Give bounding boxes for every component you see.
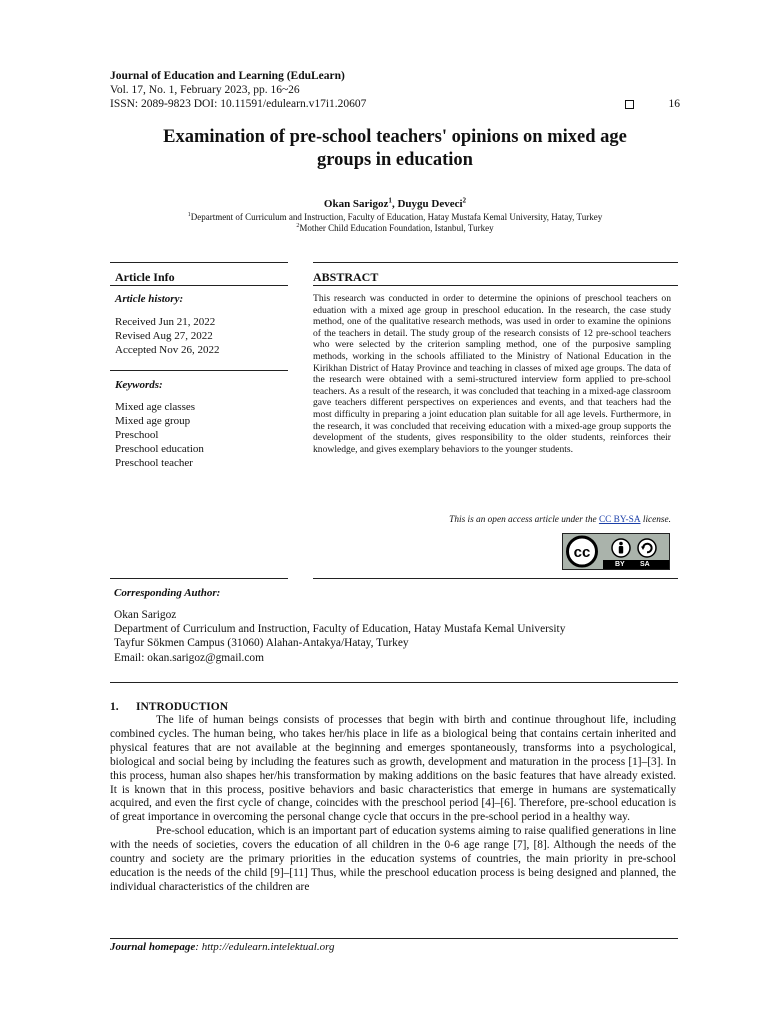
affiliations (110, 212, 680, 234)
keyword-item: Mixed age classes (115, 401, 196, 413)
article-history-dates (115, 315, 219, 357)
keyword-item: Mixed age group (115, 415, 191, 427)
affiliation-1 (110, 212, 680, 223)
cc-by-sa-link[interactable]: CC BY-SA (598, 515, 641, 525)
keyword-item: Preschool education (115, 443, 204, 455)
homepage-colon: : (195, 941, 202, 953)
corresponding-name: Okan Sarigoz (114, 609, 177, 621)
svg-text:cc: cc (573, 544, 591, 561)
title-line-2: groups in education (317, 150, 473, 170)
footer-rule (110, 938, 678, 939)
journal-homepage-footer (110, 941, 334, 953)
affiliation-1-mark: 1 (187, 212, 191, 218)
history-divider-rule (110, 370, 288, 371)
author-1-affil-mark: 1 (388, 196, 392, 205)
corresponding-bottom-rule (110, 682, 678, 683)
issn-doi: ISSN: 2089-9823 DOI: 10.11591/edulearn.v17i1.20607 (110, 98, 367, 110)
running-header (110, 69, 680, 111)
badge-by-label: BY (615, 561, 625, 568)
volume-info: Vol. 17, No. 1, February 2023, pp. 16~26 (110, 84, 300, 96)
abstract-top-rule (313, 262, 678, 263)
author-1: Okan Sarigoz (323, 198, 389, 210)
license-statement (313, 515, 671, 525)
article-info-bottom-rule (110, 578, 288, 579)
article-title (110, 126, 680, 172)
affiliation-2-text: Mother Child Education Foundation, Istanbul, Turkey (299, 223, 494, 233)
issn-row (110, 97, 680, 111)
keywords-list (115, 400, 204, 470)
page-number: 16 (668, 98, 680, 110)
abstract-text: This research was conducted in order to determine the opinions of preschool teachers on eduation with a mixed age group in preschool education. In the research, the case study method, one of the qualitative research methods, was used in order to examine the opinions of the teachers in detail. The study group of the research consists of 12 pre-school teachers who were selected by the criterion sampling method, one of the purposive sampling methods, working in the schools affiliated to the Ministry of National Education in the Kirikhan District of Hatay Province and teaching in classes of mixed age groups. The data of the research were obtained with a semi-structured interview form applied to pre-school teachers. As a result of the research, it was concluded that teaching in a mixed-age classroom gave teachers different perspectives on experiences and events, and that teachers had the most difficulty in preparing a joint education plan suitable for all age levels. Furthermore, in the research, it was concluded that receiving education with a mixed-age group supports the development of the students, gives responsibility to the older students, reinforces their knowledge, and gives exemplary behaviors to the younger students. (313, 293, 671, 455)
cc-by-sa-badge[interactable] (562, 533, 670, 570)
affiliation-1-text: Department of Curriculum and Instruction, Faculty of Education, Hatay Mustafa Kemal University, Hatay, Turkey (190, 212, 603, 222)
abstract-bottom-rule (313, 578, 678, 579)
author-2: Duygu Deveci (397, 198, 463, 210)
section-heading-introduction (110, 701, 228, 713)
corresponding-department: Department of Curriculum and Instruction, Faculty of Education, Hatay Mustafa Kemal University (114, 623, 566, 636)
introduction-paragraph-2: Pre-school education, which is an important part of education systems aiming to raise qualified generations in line with the needs of societies, covers the education of all children in the 0-6 age range [7], [8]. Although the needs of the country and society are the primary priorities in the education systems of countries, the main priority in pre-school education is the needs of the child [9]–[11] Thus, while the preschool education process is being designed and planned, the individual characteristics of the children are (110, 825, 676, 893)
corresponding-email[interactable]: Email: okan.sarigoz@gmail.com (114, 651, 264, 664)
homepage-url[interactable]: http://edulearn.intelektual.org (201, 941, 335, 953)
received-date: Received Jun 21, 2022 (115, 316, 216, 328)
keyword-item: Preschool teacher (115, 457, 193, 469)
section-title: INTRODUCTION (136, 701, 229, 713)
square-bullet-icon (625, 100, 634, 109)
affiliation-2 (110, 223, 680, 234)
author-2-affil-mark: 2 (462, 196, 467, 205)
author-list (110, 198, 680, 210)
introduction-body (110, 714, 676, 895)
article-info-heading: Article Info (115, 270, 175, 284)
affiliation-2-mark: 2 (296, 223, 300, 229)
article-info-heading-rule (110, 285, 288, 286)
revised-date: Revised Aug 27, 2022 (115, 330, 213, 342)
title-line-1: Examination of pre-school teachers' opinions on mixed age (163, 127, 627, 147)
article-history-label: Article history: (115, 293, 184, 305)
badge-sa-label: SA (640, 561, 650, 568)
article-info-top-rule (110, 262, 288, 263)
section-number: 1. (110, 701, 119, 713)
abstract-heading-rule (313, 285, 678, 286)
accepted-date: Accepted Nov 26, 2022 (115, 344, 220, 356)
keywords-label: Keywords: (115, 379, 163, 391)
corresponding-author-label: Corresponding Author: (114, 587, 221, 599)
corresponding-address: Tayfur Sökmen Campus (31060) Alahan-Antakya/Hatay, Turkey (114, 637, 409, 650)
journal-name: Journal of Education and Learning (EduLearn) (110, 70, 345, 82)
keyword-item: Preschool (115, 429, 159, 441)
license-prefix: This is an open access article under the (449, 515, 599, 525)
abstract-heading: ABSTRACT (313, 270, 379, 284)
introduction-paragraph-1: The life of human beings consists of processes that begin with birth and continue throughout life, including combined cycles. The human being, who takes her/his place in life as a biological being that contains certain inherited and physical features that are not available at the beginning and emerges spontaneously, transforms into a psychological, biological and social being by including the features such as growth, development and maturation in the process [1]–[3]. In this process, human also shapes her/his transformation by making additions on the basic features that have already existed. It is known that in this process, positive behaviors and basic characteristics that emerge in humans are systematically acquired, and even the first cycle of change, coincides with the preschool period [4]–[6]. Therefore, pre-school education is of great importance in overcoming the personal change cycle that occurs in the pre-school period in a healthy way. (110, 714, 676, 824)
homepage-label: Journal homepage (110, 941, 196, 953)
author-separator: , (391, 198, 398, 210)
corresponding-author-details (114, 608, 565, 665)
license-suffix: license. (640, 515, 671, 525)
